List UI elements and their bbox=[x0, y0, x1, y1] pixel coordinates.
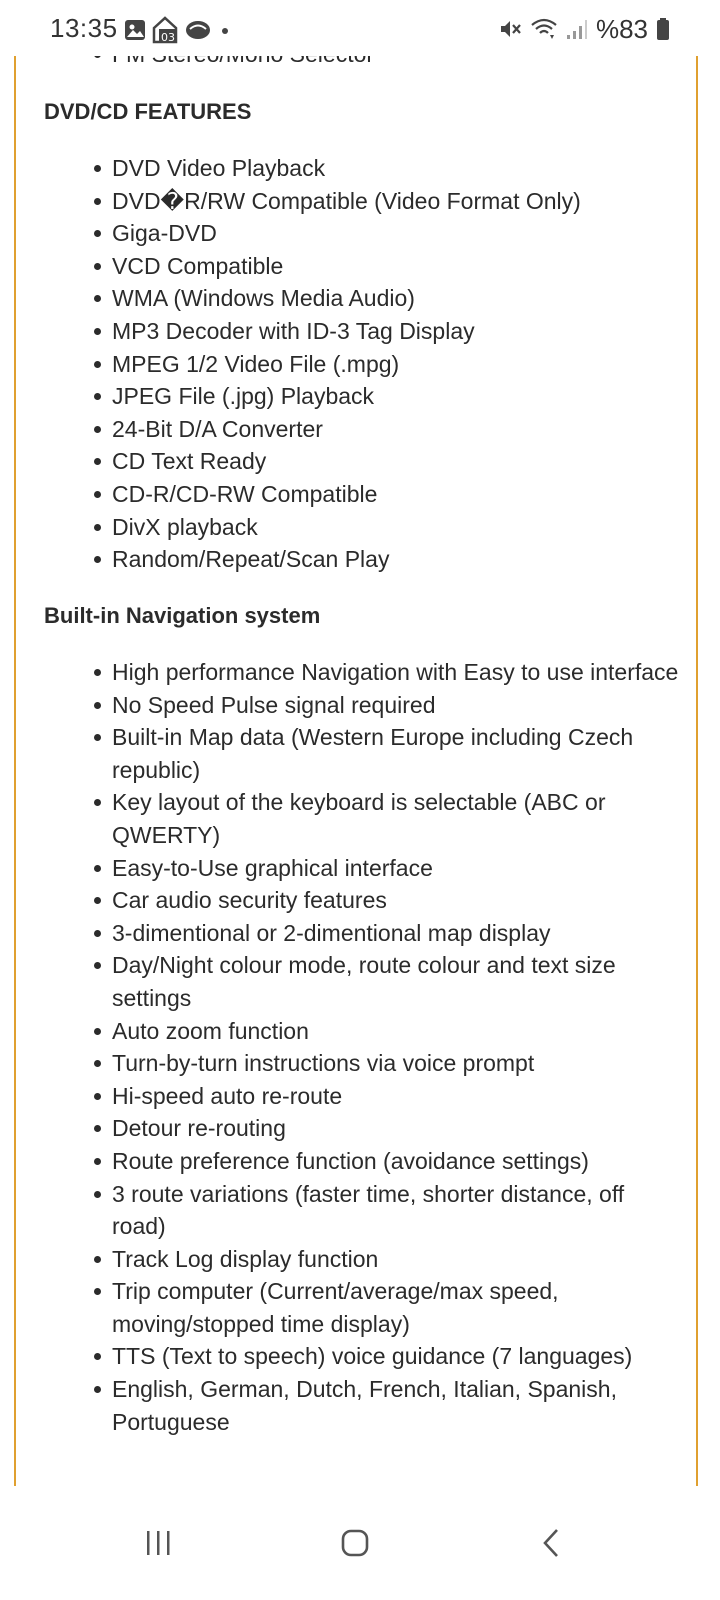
signal-icon bbox=[566, 17, 588, 41]
list-item: Easy-to-Use graphical interface bbox=[112, 852, 682, 885]
list-item: Hi-speed auto re-route bbox=[112, 1080, 682, 1113]
list-item: DVD�R/RW Compatible (Video Format Only) bbox=[112, 185, 682, 218]
list-item: DVD Video Playback bbox=[112, 152, 682, 185]
list-item: Route preference function (avoidance settings) bbox=[112, 1145, 682, 1178]
notification-app-icon bbox=[152, 16, 178, 44]
list-item: Key layout of the keyboard is selectable (ABC or QWERTY) bbox=[112, 786, 682, 851]
mute-icon bbox=[498, 17, 522, 41]
list-item: 3-dimentional or 2-dimentional map display bbox=[112, 917, 682, 950]
list-item: Car audio security features bbox=[112, 884, 682, 917]
list-item: WMA (Windows Media Audio) bbox=[112, 282, 682, 315]
list-item: No Speed Pulse signal required bbox=[112, 689, 682, 722]
list-item: Turn-by-turn instructions via voice prompt bbox=[112, 1047, 682, 1080]
list-item: Giga-DVD bbox=[112, 217, 682, 250]
list-item: Day/Night colour mode, route colour and text size settings bbox=[112, 949, 682, 1014]
list-item: CD-R/CD-RW Compatible bbox=[112, 478, 682, 511]
system-icons bbox=[498, 14, 670, 44]
dot-icon bbox=[218, 19, 232, 41]
list-item: 3 route variations (faster time, shorter distance, off road) bbox=[112, 1178, 682, 1243]
list-item: Built-in Map data (Western Europe including Czech republic) bbox=[112, 721, 682, 786]
list-item: Auto zoom function bbox=[112, 1015, 682, 1048]
list-item: 24-Bit D/A Converter bbox=[112, 413, 682, 446]
list-item: Track Log display function bbox=[112, 1243, 682, 1276]
list-item: MPEG 1/2 Video File (.mpg) bbox=[112, 348, 682, 381]
list-item: Detour re-routing bbox=[112, 1112, 682, 1145]
status-bar bbox=[0, 0, 720, 56]
recent-apps-icon bbox=[143, 1528, 173, 1558]
list-item: Trip computer (Current/average/max speed, moving/stopped time display) bbox=[112, 1275, 682, 1340]
list-item: VCD Compatible bbox=[112, 250, 682, 283]
list-item: MP3 Decoder with ID-3 Tag Display bbox=[112, 315, 682, 348]
list-item: TTS (Text to speech) voice guidance (7 languages) bbox=[112, 1340, 682, 1373]
back-chevron-icon bbox=[537, 1528, 567, 1558]
gallery-icon bbox=[124, 19, 146, 41]
notification-badge: 03 bbox=[161, 31, 175, 44]
list-item: High performance Navigation with Easy to use interface bbox=[112, 656, 682, 689]
list-item: DivX playback bbox=[112, 511, 682, 544]
battery-icon bbox=[656, 17, 670, 41]
dvd-feature-list bbox=[90, 152, 682, 576]
wifi-icon bbox=[530, 17, 558, 41]
back-button[interactable] bbox=[517, 1508, 587, 1578]
home-button[interactable] bbox=[320, 1508, 390, 1578]
list-item: Random/Repeat/Scan Play bbox=[112, 543, 682, 576]
navigation-feature-list bbox=[90, 656, 682, 1438]
home-icon bbox=[340, 1528, 370, 1558]
system-navigation-bar bbox=[0, 1486, 720, 1600]
cloud-app-icon bbox=[184, 19, 212, 41]
recent-apps-button[interactable] bbox=[123, 1508, 193, 1578]
article-frame bbox=[14, 0, 698, 1486]
notification-icons bbox=[124, 16, 232, 44]
list-item: CD Text Ready bbox=[112, 445, 682, 478]
list-item: English, German, Dutch, French, Italian, Spanish, Portuguese bbox=[112, 1373, 682, 1438]
dvd-section-title: DVD/CD FEATURES bbox=[44, 99, 252, 124]
navigation-section-title: Built-in Navigation system bbox=[44, 603, 321, 628]
battery-percentage: %83 bbox=[595, 13, 648, 44]
status-time: 13:35 bbox=[50, 13, 118, 43]
list-item: JPEG File (.jpg) Playback bbox=[112, 380, 682, 413]
